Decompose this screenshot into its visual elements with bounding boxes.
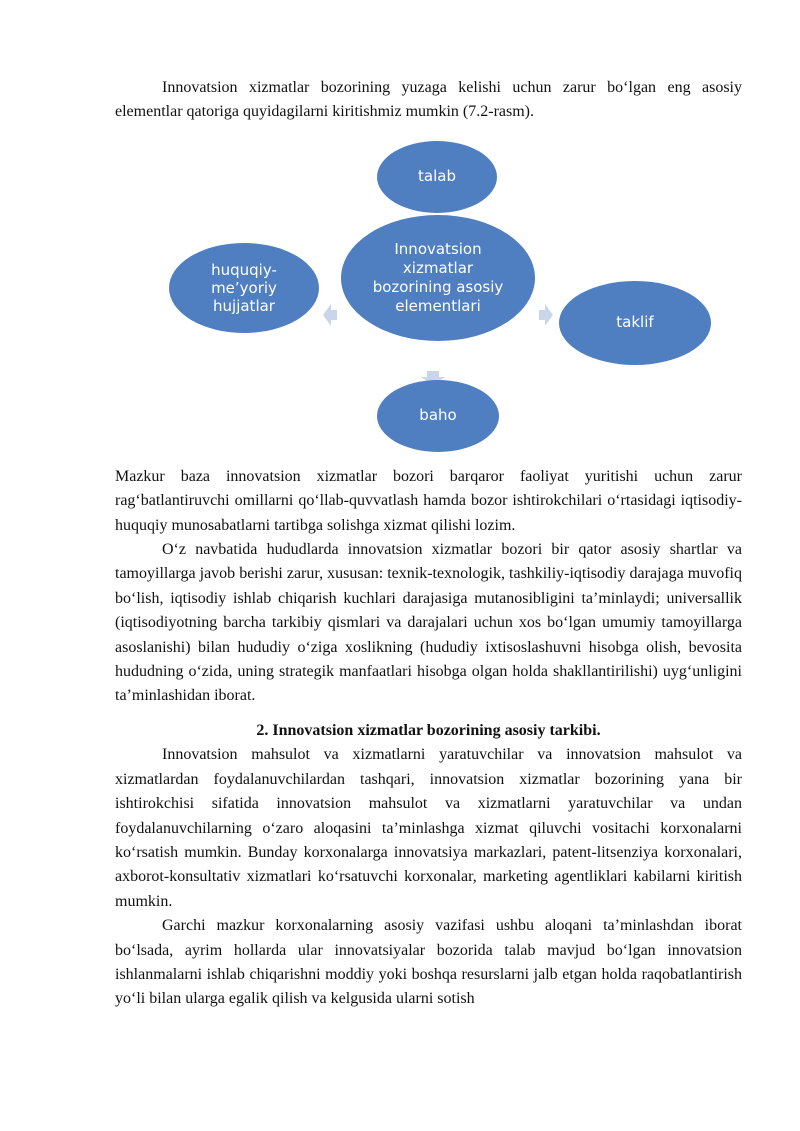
arrow-left-icon: [323, 304, 337, 326]
paragraph-5: Garchi mazkur korxonalarning asosiy vazifasi ushbu aloqani taʼminlashdan iborat boʻlsada, ayrim hollarda ular innovatsiyalar bozorida talab mavjud boʻlgan innovatsion ishlanmalarni ishlab chiqarishni moddiy yoki boshqa resurslarni jalb etgan holda raqobatlantirish yoʻli bilan ularga egalik qilish va kelgusida ularni sotish: [115, 917, 742, 1008]
node-bottom: [377, 380, 499, 452]
node-right: [559, 281, 711, 365]
elements-diagram: [115, 137, 742, 457]
node-center: [341, 215, 535, 341]
paragraph-2: Mazkur baza innovatsion xizmatlar bozori barqaror faoliyat yuritishi uchun zarur ragʻbatlantiruvchi omillarni qoʻllab-quvvatlash hamda bozor ishtirokchilari oʻrtasidagi iqtisodiy-huquqiy munosabatlarni tartibga solishga xizmat qilishi lozim.: [115, 467, 742, 534]
node-top: [377, 141, 497, 213]
paragraph-3: Oʻz navbatida hududlarda innovatsion xizmatlar bozori bir qator asosiy shartlar va tamoyillarga javob berishi zarur, xususan: texnik-texnologik, tashkiliy-iqtisodiy darajaga muvofiq boʻlish, iqtisodiy ishlab chiqarish kuchlari darajasiga mutanosibligini taʼminlaydi; universallik (iqtisodiyotning barcha tarkibiy qismlari va darajalari uchun xos boʻlgan umumiy tamoyillarga asoslanishi) bilan hududiy oʻziga xoslikning (hududiy ixtisoslashuvni hisobga olish, bevosita hududning oʻzida, uning strategik manfaatlari hisobga olgan holda shakllantirilishi) uygʻunligini taʼminlashidan iborat.: [115, 541, 742, 705]
document-page: [115, 76, 742, 1012]
node-right-label: taklif: [616, 313, 654, 332]
node-left-label: huquqiy-meʼyoriy hujjatlar: [211, 260, 277, 315]
node-bottom-label: baho: [419, 406, 457, 425]
intro-paragraph: Innovatsion xizmatlar bozorining yuzaga kelishi uchun zarur boʻlgan eng asosiy elementlar qatoriga quyidagilarni kiritishmiz mumkin (7.2-rasm).: [115, 79, 742, 121]
arrow-right-icon: [539, 304, 553, 326]
node-center-label: Innovatsion xizmatlar bozorining asosiy elementlari: [372, 239, 504, 315]
node-top-label: talab: [418, 167, 456, 186]
node-left: [169, 243, 319, 333]
paragraph-4: Innovatsion mahsulot va xizmatlarni yaratuvchilar va innovatsion mahsulot va xizmatlardan foydalanuvchilardan tashqari, innovatsion xizmatlar bozorining yana bir ishtirokchisi sifatida innovatsion mahsulot va xizmatlarni yaratuvchilar va undan foydalanuvchilarning oʻzaro aloqasini taʼminlashga xizmat qiluvchi vositachi korxonalarni koʻrsatish mumkin. Bunday korxonalarga innovatsiya markazlari, patent-litsenziya korxonalari, axborot-konsultativ xizmatlari koʻrsatuvchi korxonalar, marketing agentliklari kabilarni kiritish mumkin.: [115, 746, 742, 910]
section-heading: 2. Innovatsion xizmatlar bozorining asosiy tarkibi.: [256, 721, 601, 739]
